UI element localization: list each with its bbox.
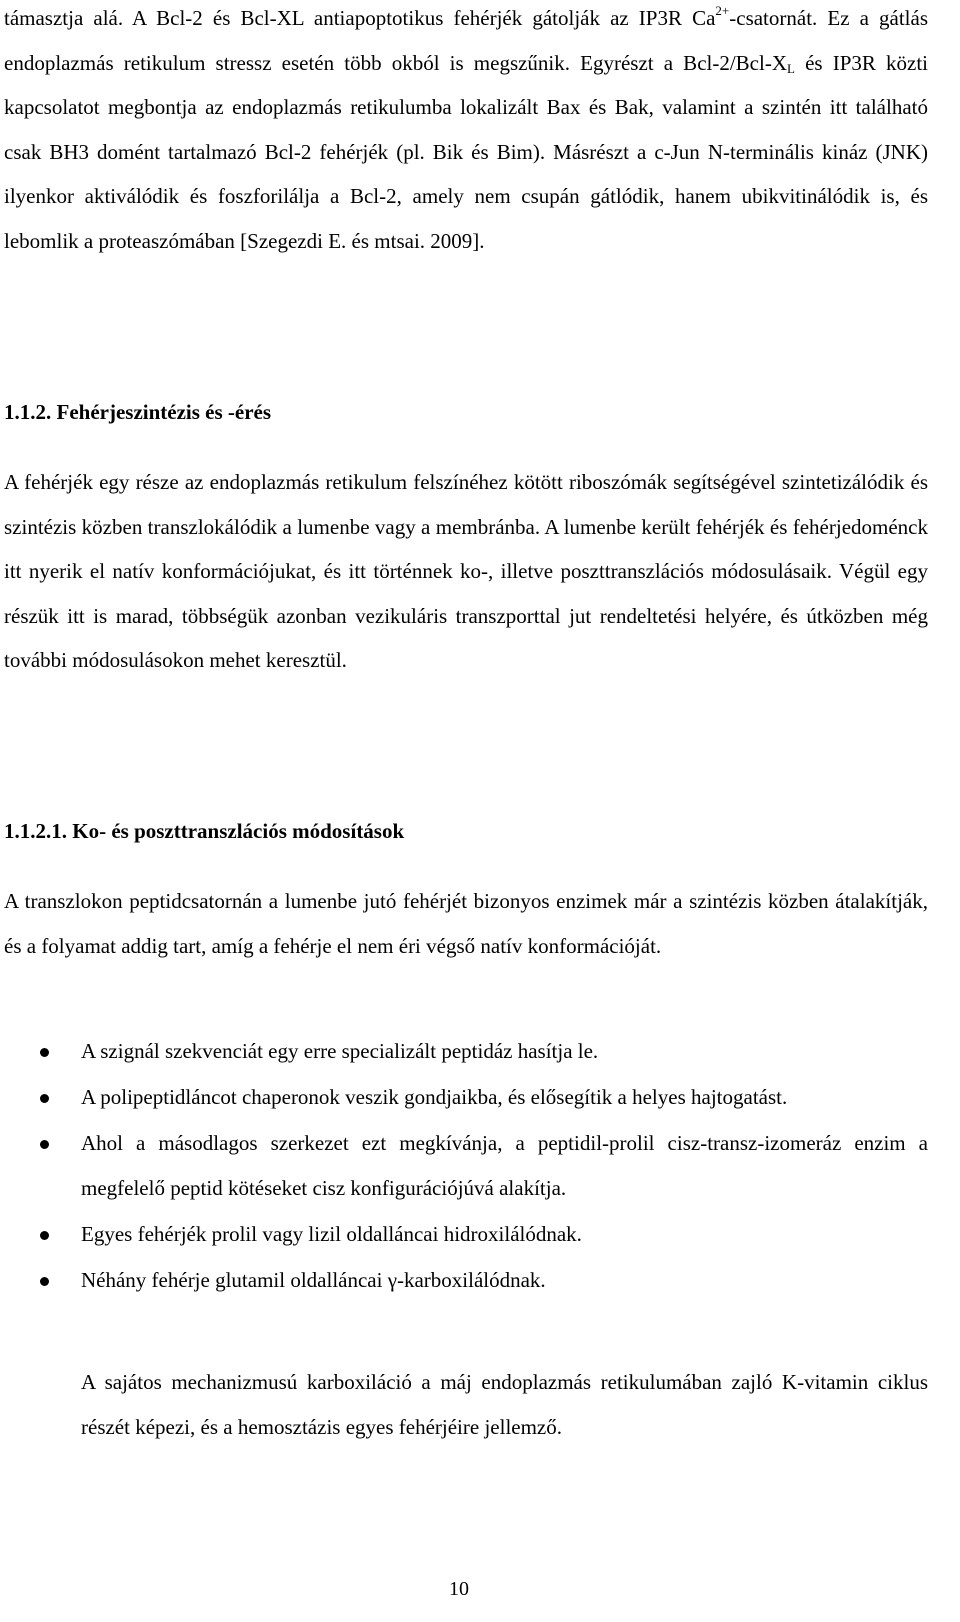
list-item-text: Néhány fehérje glutamil oldalláncai γ-karboxilálódnak.: [81, 1267, 546, 1292]
paragraph-bcl2-part-a: támasztja alá. A Bcl-2 és Bcl-XL antiapoptotikus fehérjék gátolják az IP3R Ca: [4, 6, 716, 30]
bullet-icon: [40, 1048, 49, 1057]
list-item-text: Egyes fehérjék prolil vagy lizil oldalláncai hidroxilálódnak.: [81, 1221, 582, 1246]
bullet-icon: [40, 1140, 49, 1149]
superscript-charge: 2+: [715, 3, 730, 18]
bullet-icon: [40, 1094, 49, 1103]
paragraph-protein-synthesis: A fehérjék egy része az endoplazmás retikulum felszínéhez kötött riboszómák segítségével szintetizálódik és szintézis közben transzlokálódik a lumenbe vagy a membránba. A lumenbe került fehérjék és fehérjedoménck itt nyerik el natív konformációjukat, és itt történnek ko-, illetve poszttranszlációs módosulásaik. Végül egy részük itt is marad, többségük azonban vezikuláris transzporttal jut rendeltetési helyére, és útközben még további módosulásokon mehet keresztül.: [4, 470, 928, 672]
heading-1-1-2-1: 1.1.2.1. Ko- és poszttranszlációs módosítások: [4, 819, 405, 843]
paragraph-bcl2: [4, 0, 928, 263]
list-item: [0, 1075, 928, 1120]
paragraph-modifications: A transzlokon peptidcsatornán a lumenbe jutó fehérjét bizonyos enzimek már a szintézis közben átalakítják, és a folyamat addig tart, amíg a fehérje el nem éri végső natív konformációját.: [4, 889, 928, 958]
list-item: [0, 1121, 928, 1210]
heading-1-1-2: 1.1.2. Fehérjeszintézis és -érés: [4, 400, 272, 424]
bullet-icon: [40, 1231, 49, 1240]
paragraph-bcl2-part-c: és IP3R közti kapcsolatot megbontja az endoplazmás retikulumba lokalizált Bax és Bak, valamint a szintén itt található csak BH3 domént tartalmazó Bcl-2 fehérjék (pl. Bik és Bim). Másrészt a c-Jun N-terminális kináz (JNK) ilyenkor aktiválódik és foszforilálja a Bcl-2, amely nem csupán gátlódik, hanem ubikvitinálódik is, és lebomlik a proteaszómában [Szegezdi E. és mtsai. 2009].: [4, 50, 928, 253]
list-item: [0, 1258, 928, 1303]
list-item: [0, 1029, 928, 1074]
page-number: 10: [449, 1578, 469, 1600]
list-item: [0, 1212, 928, 1257]
bullet-icon: [40, 1277, 49, 1286]
paragraph-bcl2-part-b: -csatornát. Ez a gátlás endoplazmás retikulum stressz esetén több okból is megszűnik. Egyrészt a Bcl-2/Bcl-X: [4, 6, 928, 75]
list-item-text: Ahol a másodlagos szerkezet ezt megkívánja, a peptidil-prolil cisz-transz-izomeráz enzim a megfelelő peptid kötéseket cisz konfigurációjúvá alakítja.: [81, 1131, 928, 1200]
list-item-text: A szignál szekvenciát egy erre specializált peptidáz hasítja le.: [81, 1039, 599, 1063]
paragraph-carboxylation: A sajátos mechanizmusú karboxiláció a máj endoplazmás retikulumában zajló K-vitamin ciklus részét képezi, és a hemosztázis egyes fehérjéire jellemző.: [81, 1370, 928, 1439]
subscript-l: L: [787, 60, 795, 76]
bullet-list: [0, 1029, 928, 1304]
list-item-text: A polipeptidláncot chaperonok veszik gondjaikba, és elősegítik a helyes hajtogatást.: [81, 1085, 788, 1109]
